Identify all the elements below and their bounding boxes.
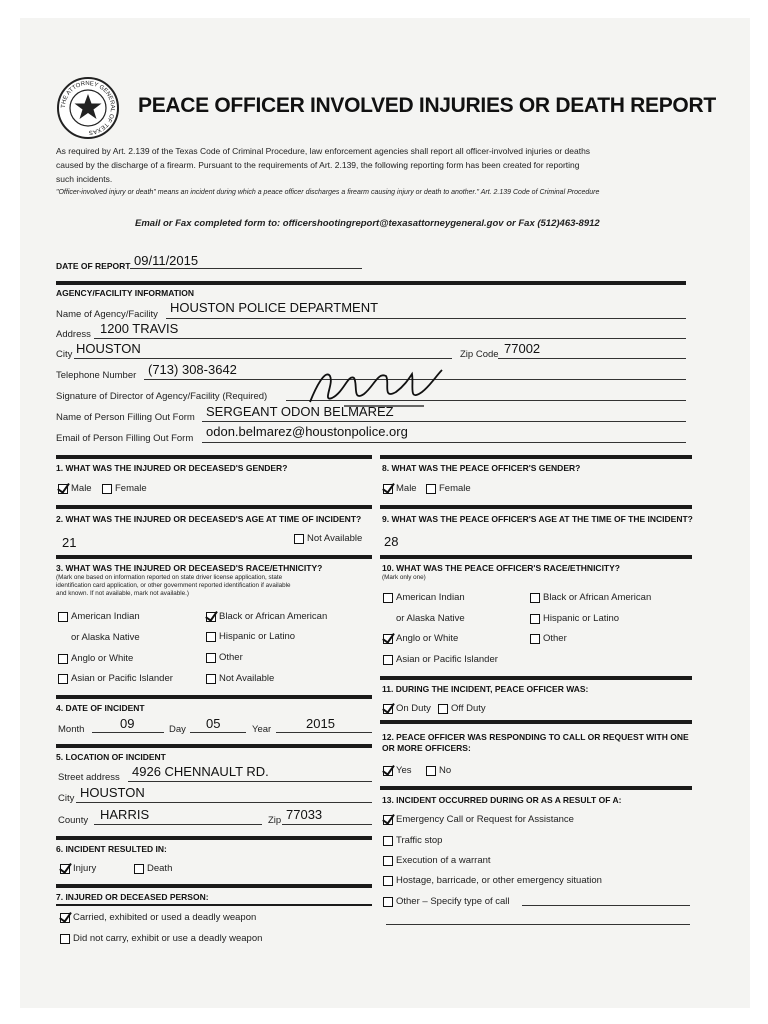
q1-title: 1. WHAT WAS THE INJURED OR DECEASED'S GENDER?: [56, 463, 288, 473]
q8-female-checkbox[interactable]: [426, 484, 436, 494]
q4-year-value[interactable]: 2015: [306, 716, 335, 731]
q10-hispanic-checkbox[interactable]: [530, 614, 540, 624]
q3-black-label: Black or African American: [219, 611, 328, 622]
section-divider: [380, 786, 692, 790]
q2-not-available-checkbox[interactable]: [294, 534, 304, 544]
q10-asian-checkbox[interactable]: [383, 655, 393, 665]
q5-city-value[interactable]: HOUSTON: [80, 785, 145, 800]
svg-text:THE ATTORNEY GENERAL OF TEXAS: THE ATTORNEY GENERAL OF TEXAS: [60, 80, 116, 136]
q11-on-duty-label: On Duty: [396, 703, 431, 714]
q13-hostage-checkbox[interactable]: [383, 876, 393, 886]
underline: [128, 781, 372, 782]
agency-name-value[interactable]: HOUSTON POLICE DEPARTMENT: [170, 300, 379, 315]
q10-other-label: Other: [543, 633, 567, 644]
q11-title: 11. DURING THE INCIDENT, PEACE OFFICER WAS:: [382, 684, 589, 694]
section-divider: [56, 744, 372, 748]
q10-alaska-native-label: or Alaska Native: [396, 613, 465, 624]
attorney-general-seal-icon: [56, 76, 120, 140]
q8-female-label: Female: [439, 483, 471, 494]
q6-death-label: Death: [147, 863, 173, 874]
q1-male-label: Male: [71, 483, 92, 494]
section-divider: [56, 836, 372, 840]
q12-title-cont: OR MORE OFFICERS:: [382, 743, 471, 753]
q5-street-label: Street address: [58, 772, 120, 783]
q13-other-input-line[interactable]: [522, 905, 690, 906]
agency-section-title: AGENCY/FACILITY INFORMATION: [56, 288, 195, 298]
q3-note: and known. If not available, mark not available.): [56, 590, 190, 597]
q4-year-label: Year: [252, 724, 272, 735]
q8-title: 8. WHAT WAS THE PEACE OFFICER'S GENDER?: [382, 463, 581, 473]
q1-female-checkbox[interactable]: [102, 484, 112, 494]
q7-carried-checkbox[interactable]: [60, 913, 70, 923]
date-of-report-value[interactable]: 09/11/2015: [134, 253, 199, 268]
q13-traffic-checkbox[interactable]: [383, 836, 393, 846]
person-name-label: Name of Person Filling Out Form: [56, 412, 195, 423]
telephone-label: Telephone Number: [56, 370, 137, 381]
q12-no-label: No: [439, 765, 452, 776]
page-title: PEACE OFFICER INVOLVED INJURIES OR DEATH REPORT: [138, 94, 716, 117]
q9-age-value[interactable]: 28: [384, 534, 399, 549]
section-divider: [380, 555, 692, 559]
q10-title: 10. WHAT WAS THE PEACE OFFICER'S RACE/ETHNICITY?: [382, 563, 620, 573]
q10-american-indian-label: American Indian: [396, 592, 465, 603]
section-divider: [56, 281, 686, 285]
q6-title: 6. INCIDENT RESULTED IN:: [56, 844, 167, 854]
city-value[interactable]: HOUSTON: [76, 341, 141, 356]
q6-death-checkbox[interactable]: [134, 864, 144, 874]
report-form-page: [20, 18, 750, 1008]
q2-age-value[interactable]: 21: [62, 535, 77, 550]
date-of-report-label: DATE OF REPORT: [56, 261, 131, 271]
q7-not-carried-label: Did not carry, exhibit or use a deadly weapon: [73, 933, 263, 944]
q10-hispanic-label: Hispanic or Latino: [543, 613, 620, 624]
definition-text: "Officer-involved injury or death" means an incident during which a peace officer discharges a firearm causing injury or death to another." Art. 2.139 Code of Criminal Procedure: [56, 189, 600, 196]
q5-county-value[interactable]: HARRIS: [100, 807, 150, 822]
q4-month-label: Month: [58, 724, 85, 735]
q13-warrant-checkbox[interactable]: [383, 856, 393, 866]
section-divider: [56, 455, 372, 459]
section-divider: [380, 720, 692, 724]
intro-text-line: caused by the discharge of a firearm. Pursuant to the requirements of Art. 2.139, the following reporting form has been created for reporting: [56, 160, 580, 170]
underline: [498, 358, 686, 359]
q3-other-checkbox[interactable]: [206, 653, 216, 663]
q12-yes-checkbox[interactable]: [383, 766, 393, 776]
q3-anglo-checkbox[interactable]: [58, 654, 68, 664]
q10-black-label: Black or African American: [543, 592, 652, 603]
q3-american-indian-checkbox[interactable]: [58, 612, 68, 622]
section-divider: [380, 455, 692, 459]
q4-title: 4. DATE OF INCIDENT: [56, 703, 145, 713]
q3-anglo-label: Anglo or White: [71, 653, 134, 664]
q5-zip-value[interactable]: 77033: [286, 807, 323, 822]
q5-street-value[interactable]: 4926 CHENNAULT RD.: [132, 764, 269, 779]
q3-title: 3. WHAT WAS THE INJURED OR DECEASED'S RACE/ETHNICITY?: [56, 563, 323, 573]
q7-carried-label: Carried, exhibited or used a deadly weapon: [73, 912, 257, 923]
q10-anglo-checkbox[interactable]: [383, 634, 393, 644]
q10-american-indian-checkbox[interactable]: [383, 593, 393, 603]
q4-day-value[interactable]: 05: [206, 716, 221, 731]
q11-off-duty-checkbox[interactable]: [438, 704, 448, 714]
agency-name-label: Name of Agency/Facility: [56, 309, 158, 320]
q3-black-checkbox[interactable]: [206, 612, 216, 622]
q2-not-available-label: Not Available: [307, 533, 363, 544]
q1-male-checkbox[interactable]: [58, 484, 68, 494]
underline: [282, 824, 372, 825]
q10-asian-label: Asian or Pacific Islander: [396, 654, 498, 665]
underline: [202, 421, 686, 422]
underline: [92, 732, 164, 733]
underline: [94, 824, 262, 825]
q8-male-label: Male: [396, 483, 417, 494]
underline: [74, 358, 452, 359]
q13-warrant-label: Execution of a warrant: [396, 855, 491, 866]
q3-not-available-label: Not Available: [219, 673, 275, 684]
q6-injury-label: Injury: [73, 863, 97, 874]
q6-injury-checkbox[interactable]: [60, 864, 70, 874]
zip-code-label: Zip Code: [460, 349, 499, 360]
q10-anglo-label: Anglo or White: [396, 633, 459, 644]
q3-note: identification card application, or other government reported identification if available: [56, 582, 291, 589]
underline: [190, 732, 246, 733]
q7-title: 7. INJURED OR DECEASED PERSON:: [56, 892, 209, 902]
q3-alaska-native-label: or Alaska Native: [71, 632, 140, 643]
q11-on-duty-checkbox[interactable]: [383, 704, 393, 714]
q13-title: 13. INCIDENT OCCURRED DURING OR AS A RESULT OF A:: [382, 795, 622, 805]
telephone-value[interactable]: (713) 308-3642: [148, 362, 237, 377]
underline: [202, 442, 686, 443]
section-divider: [56, 695, 372, 699]
q13-other-checkbox[interactable]: [383, 897, 393, 907]
q8-male-checkbox[interactable]: [383, 484, 393, 494]
q10-black-checkbox[interactable]: [530, 593, 540, 603]
underline: [276, 732, 372, 733]
q3-other-label: Other: [219, 652, 243, 663]
signature-label: Signature of Director of Agency/Facility (Required): [56, 391, 268, 402]
q13-emergency-label: Emergency Call or Request for Assistance: [396, 814, 574, 825]
person-name-value[interactable]: SERGEANT ODON BELMAREZ: [206, 404, 394, 419]
q12-yes-label: Yes: [396, 765, 412, 776]
section-divider: [56, 884, 372, 888]
section-divider: [56, 505, 372, 509]
q10-other-checkbox[interactable]: [530, 634, 540, 644]
q5-zip-label: Zip: [268, 815, 282, 826]
q3-hispanic-checkbox[interactable]: [206, 632, 216, 642]
underline: [94, 338, 686, 339]
q3-asian-checkbox[interactable]: [58, 674, 68, 684]
intro-text-line: As required by Art. 2.139 of the Texas Code of Criminal Procedure, law enforcement agencies shall report all officer-involved injuries or deaths: [56, 146, 591, 156]
q5-city-label: City: [58, 793, 75, 804]
q4-day-label: Day: [169, 724, 186, 735]
email-label: Email of Person Filling Out Form: [56, 433, 194, 444]
q3-note: (Mark one based on information reported on state driver license application, state: [56, 574, 283, 581]
section-divider: [380, 676, 692, 680]
q12-title: 12. PEACE OFFICER WAS RESPONDING TO CALL OR REQUEST WITH ONE: [382, 732, 689, 742]
q10-note: (Mark only one): [382, 574, 426, 581]
q13-traffic-label: Traffic stop: [396, 835, 443, 846]
q1-female-label: Female: [115, 483, 147, 494]
q4-month-value[interactable]: 09: [120, 716, 135, 731]
zip-code-value[interactable]: 77002: [504, 341, 541, 356]
q13-hostage-label: Hostage, barricade, or other emergency situation: [396, 875, 602, 886]
email-value[interactable]: odon.belmarez@houstonpolice.org: [206, 424, 408, 439]
date-of-report-underline: [130, 268, 362, 269]
q5-county-label: County: [58, 815, 89, 826]
city-label: City: [56, 349, 73, 360]
q13-emergency-checkbox[interactable]: [383, 815, 393, 825]
section-divider: [380, 505, 692, 509]
address-value[interactable]: 1200 TRAVIS: [100, 321, 179, 336]
q3-not-available-checkbox[interactable]: [206, 674, 216, 684]
underline: [166, 318, 686, 319]
submission-instructions: Email or Fax completed form to: officershootingreport@texasattorneygeneral.gov or Fax (512)463-8912: [135, 218, 600, 229]
intro-text-line: such incidents.: [56, 174, 113, 184]
underline: [76, 802, 372, 803]
q3-hispanic-label: Hispanic or Latino: [219, 631, 296, 642]
q3-american-indian-label: American Indian: [71, 611, 140, 622]
q12-no-checkbox[interactable]: [426, 766, 436, 776]
q13-other-label: Other – Specify type of call: [396, 896, 510, 907]
q11-off-duty-label: Off Duty: [451, 703, 486, 714]
q2-title: 2. WHAT WAS THE INJURED OR DECEASED'S AGE AT TIME OF INCIDENT?: [56, 514, 362, 524]
q7-not-carried-checkbox[interactable]: [60, 934, 70, 944]
section-divider: [56, 904, 372, 906]
q13-other-input-line[interactable]: [386, 924, 690, 925]
address-label: Address: [56, 329, 91, 340]
q3-asian-label: Asian or Pacific Islander: [71, 673, 173, 684]
q9-title: 9. WHAT WAS THE PEACE OFFICER'S AGE AT THE TIME OF THE INCIDENT?: [382, 514, 693, 524]
q5-title: 5. LOCATION OF INCIDENT: [56, 752, 166, 762]
section-divider: [56, 555, 372, 559]
